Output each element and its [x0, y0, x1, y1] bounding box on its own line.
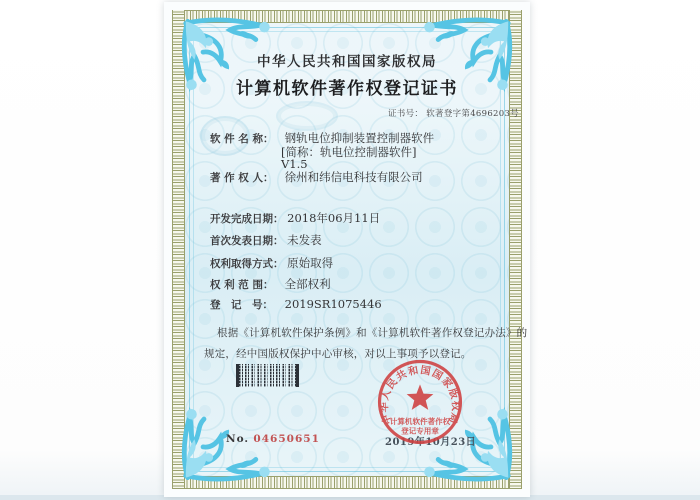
field-copyright-owner — [210, 169, 423, 185]
field-completion-date — [210, 210, 380, 226]
issuer-title: 中华人民共和国国家版权局 — [257, 54, 437, 70]
field-label: 登 记 号： — [210, 299, 273, 311]
field-value: 钢轨电位抑制装置控制器软件 — [284, 131, 435, 145]
field-value: 原始取得 — [287, 256, 334, 270]
flourish-corner-icon — [180, 406, 276, 484]
certificate-page — [164, 2, 530, 497]
field-value: 徐州和纬信电科技有限公司 — [284, 170, 423, 184]
serial-value: 04650651 — [253, 433, 320, 445]
field-value: 全部权利 — [284, 277, 331, 291]
field-label: 权利取得方式： — [210, 258, 284, 270]
field-rights-acquisition — [210, 255, 333, 271]
serial-prefix: No. — [226, 433, 250, 445]
seal-text-line2: 登记专用章 — [401, 426, 439, 436]
seal-star-icon — [407, 384, 434, 409]
field-label: 著 作 权 人： — [210, 172, 274, 184]
field-value: 2019SR1075446 — [284, 297, 382, 311]
watermark-rosette — [276, 101, 338, 131]
field-value: 2018年06月11日 — [287, 211, 381, 225]
issue-date: 2019年10月23日 — [385, 437, 477, 448]
field-software-version: V1.5 — [281, 157, 308, 171]
statement-line-2: 规定，经中国版权保护中心审核，对以上事项予以登记。 — [204, 348, 472, 360]
barcode — [236, 364, 299, 387]
certificate-number-value: 软著登字第4696203号 — [426, 109, 519, 119]
field-rights-scope — [210, 276, 331, 292]
statement-line-1: 根据《计算机软件保护条例》和《计算机软件著作权登记办法》的 — [217, 327, 528, 339]
field-label: 开发完成日期： — [210, 213, 284, 225]
certificate-number — [388, 107, 519, 119]
certificate-number-label: 证书号： — [388, 109, 424, 119]
serial-number — [226, 433, 320, 445]
official-seal — [376, 358, 464, 446]
seal-text-line1: 计算机软件著作权 — [389, 417, 451, 426]
field-label: 权 利 范 围： — [210, 279, 274, 291]
field-first-publication — [210, 232, 322, 248]
seal-ring-text: 中华人民共和国国家版权局 — [378, 364, 462, 427]
field-label: 首次发表日期： — [210, 235, 284, 247]
field-registration-number — [210, 297, 382, 312]
field-value: 未发表 — [287, 233, 322, 247]
field-software-shortname: [简称：轨电位控制器软件] — [281, 145, 417, 159]
certificate-title: 计算机软件著作权登记证书 — [236, 79, 458, 99]
field-label: 软 件 名 称： — [210, 133, 274, 145]
